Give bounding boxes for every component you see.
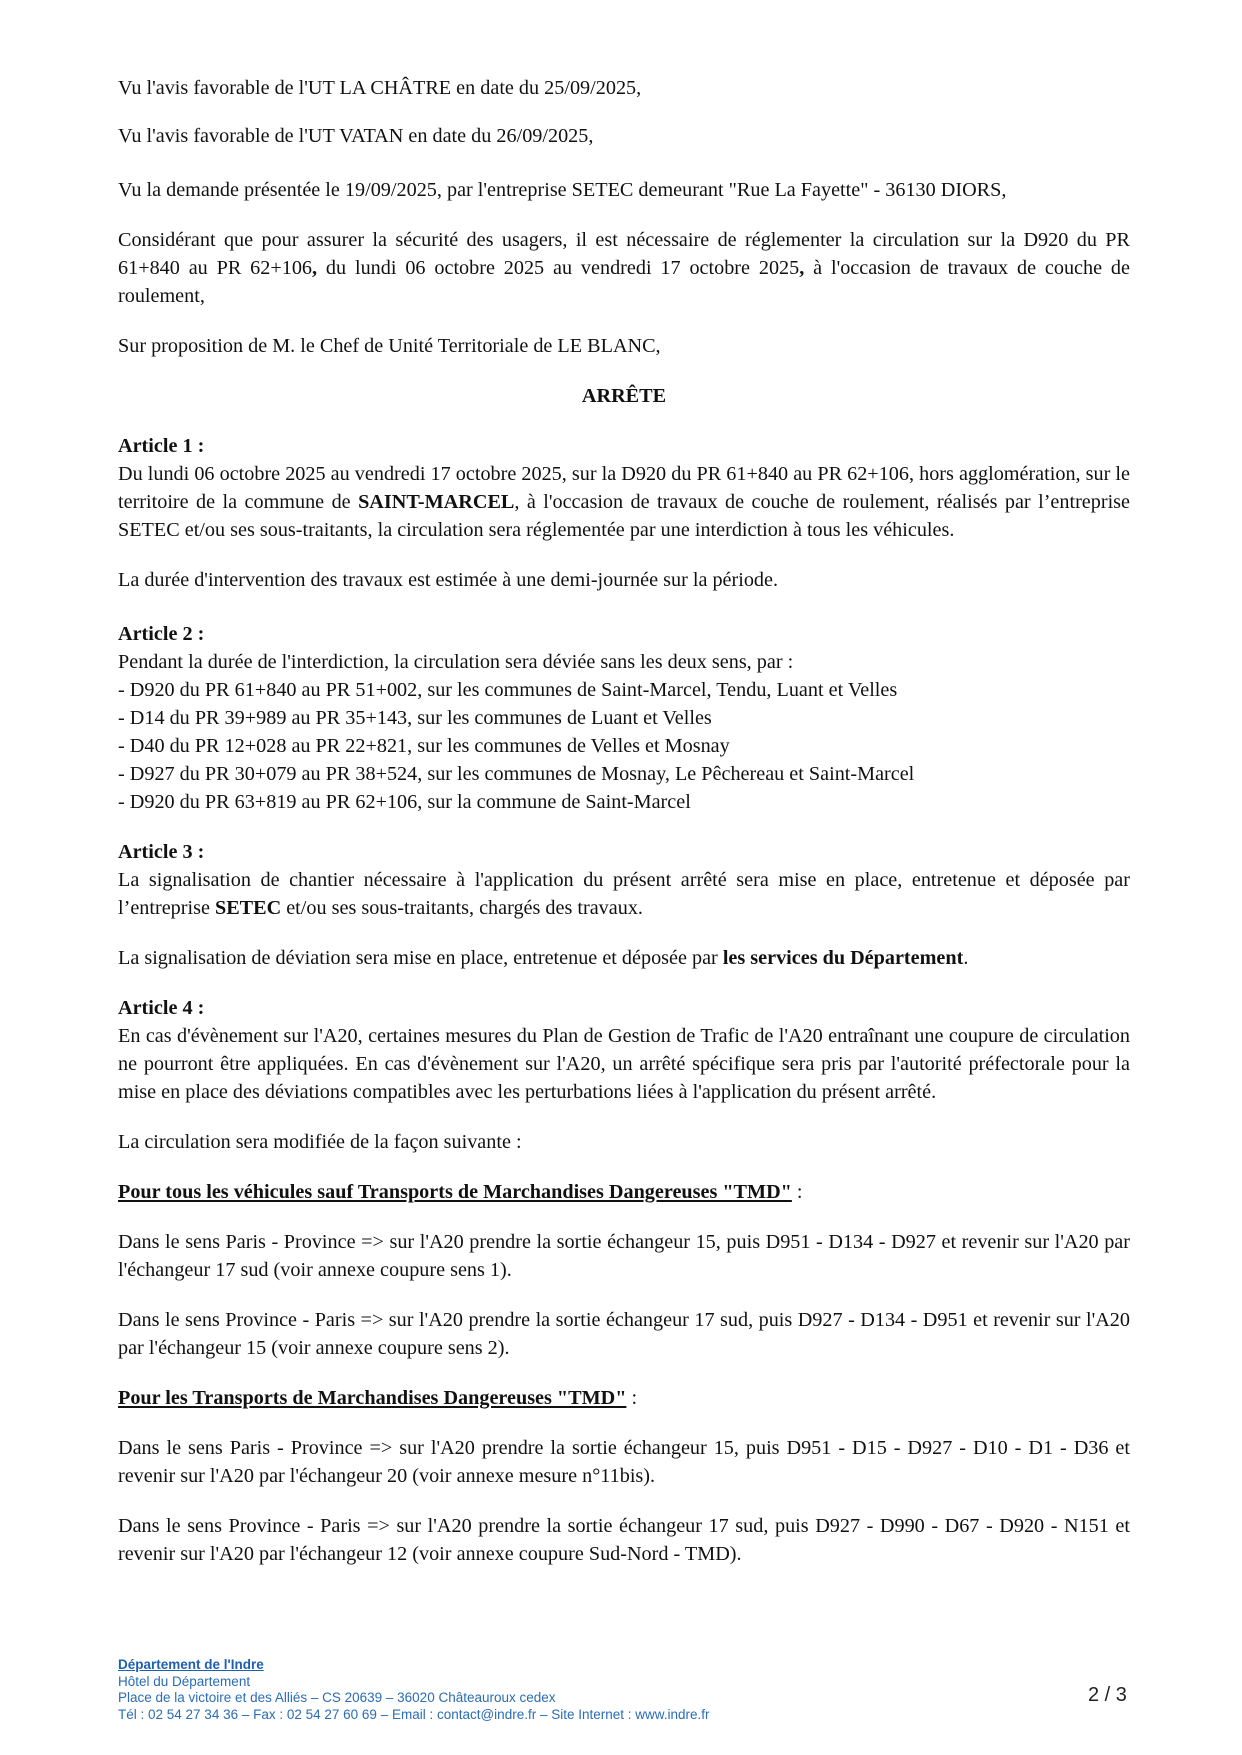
section-2-title: Pour les Transports de Marchandises Dangereuses "TMD" [118,1387,627,1409]
section-1-province-paris: Dans le sens Province - Paris => sur l'A20 prendre la sortie échangeur 17 sud, puis D927 - D134 - D951 et revenir sur l'A20 par l'échangeur 15 (voir annexe coupure sens 2). [118,1309,1130,1359]
deviation-route: - D920 du PR 63+819 au PR 62+106, sur la commune de Saint-Marcel [118,791,691,813]
article-3-heading: Article 3 : [118,841,205,863]
considerant-paragraph [118,226,1130,310]
proposition: Sur proposition de M. le Chef de Unité Territoriale de LE BLANC, [118,335,661,357]
footer-contact: Tél : 02 54 27 34 36 – Fax : 02 54 27 60 69 – Email : contact@indre.fr – Site Internet : www.indre.fr [118,1706,710,1722]
article-3-company: SETEC [214,897,282,919]
section-2-colon: : [626,1387,638,1409]
section-1-colon: : [791,1181,803,1203]
article-1-text-b: , à l'occasion de travaux de couche de roulement, réalisés par l’entreprise SETEC et/ou ses sous-traitants, la circulation sera réglementée par une interdiction à tous les véhicules. [118,491,1130,541]
section-1-title-line [118,1178,1130,1206]
article-1-text-a: Du lundi 06 octobre 2025 au vendredi 17 octobre 2025, sur la D920 du PR 61+840 au PR 62+106, hors agglomération, sur le territoire de la commune de [118,463,1130,513]
footer-address: Place de la victoire et des Alliés – CS 20639 – 36020 Châteauroux cedex [118,1690,556,1705]
deviation-route: - D14 du PR 39+989 au PR 35+143, sur les communes de Luant et Velles [118,707,712,729]
article-4-heading: Article 4 : [118,997,205,1019]
article-1-commune: SAINT-MARCEL [358,491,515,513]
article-3-deviation [118,944,1130,972]
article-3-deviation-b: . [963,947,969,969]
article-3-deviation-a: La signalisation de déviation sera mise en place, entretenue et déposée par [118,947,723,969]
considerant-comma-2: , [799,257,805,279]
footer-hotel: Hôtel du Département [118,1673,251,1689]
page-footer [118,1657,1130,1723]
article-3-deviation-bold: les services du Département [722,947,964,969]
section-2-title-line [118,1384,1130,1412]
article-2-intro: Pendant la durée de l'interdiction, la circulation sera déviée sans les deux sens, par : [118,651,794,673]
document-body [118,74,1130,1568]
considerant-text-a: Considérant que pour assurer la sécurité des usagers, il est nécessaire de réglementer la circulation sur la D920 du PR 61+840 au PR 62+106 [118,229,1130,279]
section-1-paris-province: Dans le sens Paris - Province => sur l'A20 prendre la sortie échangeur 15, puis D951 - D134 - D927 et revenir sur l'A20 par l'échangeur 17 sud (voir annexe coupure sens 1). [118,1231,1130,1281]
article-3-text-b: et/ou ses sous-traitants, chargés des travaux. [281,897,643,919]
considerant-text-c: à l'occasion de travaux de couche de roulement, [118,257,1130,307]
section-2-paris-province: Dans le sens Paris - Province => sur l'A20 prendre la sortie échangeur 15, puis D951 - D15 - D927 - D10 - D1 - D36 et revenir sur l'A20 par l'échangeur 20 (voir annexe mesure n°11bis). [118,1437,1130,1487]
article-3-text [118,866,1130,922]
article-4-modif: La circulation sera modifiée de la façon suivante : [118,1131,522,1153]
considerant-text-b: du lundi 06 octobre 2025 au vendredi 17 octobre 2025 [317,257,800,279]
deviation-route: - D927 du PR 30+079 au PR 38+524, sur les communes de Mosnay, Le Pêchereau et Saint-Marcel [118,763,915,785]
article-4-text: En cas d'évènement sur l'A20, certaines mesures du Plan de Gestion de Trafic de l'A20 entraînant une coupure de circulation ne pourront être appliquées. En cas d'évènement sur l'A20, un arrêté spécifique sera pris par l'autorité préfectorale pour la mise en place des déviations compatibles avec les perturbations liées à l'application du présent arrêté. [118,1025,1130,1103]
footer-department-link[interactable]: Département de l'Indre [118,1657,264,1672]
page-number: 2 / 3 [1088,1684,1127,1706]
arrete-heading: ARRÊTE [581,385,667,407]
article-1-heading: Article 1 : [118,435,205,457]
article-1-text [118,460,1130,544]
section-2-province-paris: Dans le sens Province - Paris => sur l'A20 prendre la sortie échangeur 17 sud, puis D927 - D990 - D67 - D920 - N151 et revenir sur l'A20 par l'échangeur 12 (voir annexe coupure Sud-Nord - TMD). [118,1515,1130,1565]
vu-ut-vatan: Vu l'avis favorable de l'UT VATAN en date du 26/09/2025, [118,125,594,147]
section-1-title: Pour tous les véhicules sauf Transports de Marchandises Dangereuses "TMD" [118,1181,792,1203]
vu-ut-la-chatre: Vu l'avis favorable de l'UT LA CHÂTRE en date du 25/09/2025, [118,77,642,99]
article-1-duree: La durée d'intervention des travaux est estimée à une demi-journée sur la période. [118,569,779,591]
deviation-route: - D920 du PR 61+840 au PR 51+002, sur les communes de Saint-Marcel, Tendu, Luant et Velles [118,679,898,701]
considerant-comma-1: , [312,257,318,279]
deviation-route: - D40 du PR 12+028 au PR 22+821, sur les communes de Velles et Mosnay [118,735,730,757]
article-3-text-a: La signalisation de chantier nécessaire à l'application du présent arrêté sera mise en place, entretenue et déposée par l’entreprise [118,869,1130,919]
article-2-heading: Article 2 : [118,623,205,645]
vu-demande: Vu la demande présentée le 19/09/2025, par l'entreprise SETEC demeurant "Rue La Fayette" - 36130 DIORS, [118,179,1007,201]
